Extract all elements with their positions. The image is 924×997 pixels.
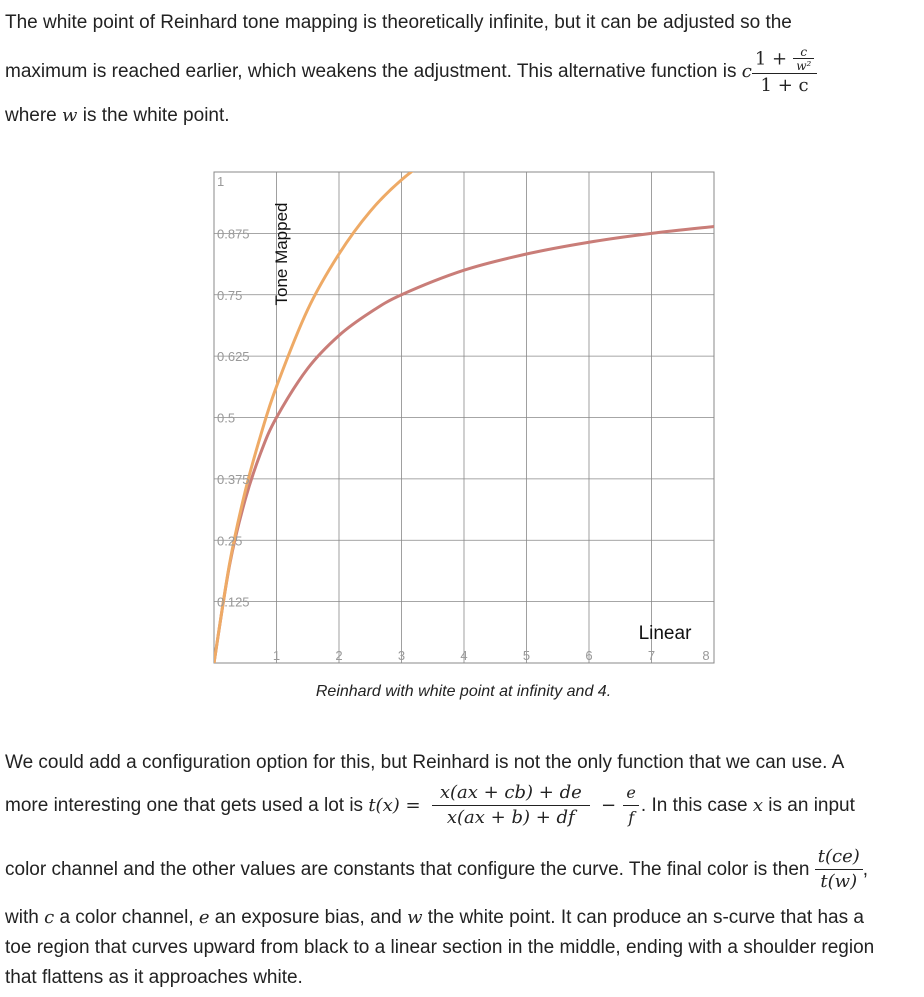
body-line-3-text: color channel and the other values are constants that configure the curve. The final color is then <box>5 859 815 880</box>
exposure-text: an exposure bias, and <box>209 907 408 928</box>
w-squared: w² <box>796 58 812 73</box>
intro-line-3 <box>5 101 920 131</box>
y-tick-label: 0.375 <box>217 471 250 487</box>
body-line-2-text: more interesting one that gets used a lot is <box>5 795 369 816</box>
tx-equals: t(x) = <box>368 795 421 816</box>
math-c-2: c <box>44 907 55 928</box>
y-tick-label: 0.5 <box>217 410 236 426</box>
y-tick-label: 1 <box>217 174 225 189</box>
x-tick-label: 7 <box>647 648 656 663</box>
final-color-fraction <box>815 845 863 894</box>
t-function-fraction <box>432 781 590 830</box>
math-x: x <box>752 795 763 816</box>
one-plus: 1 + <box>754 48 788 70</box>
y-tick-label: 0.75 <box>217 287 243 303</box>
white-point-fraction <box>752 46 817 98</box>
math-w-2: w <box>407 907 423 928</box>
body-line-4 <box>5 903 920 933</box>
is-an-input-text: is an input <box>763 795 855 816</box>
where-text: where <box>5 105 63 126</box>
with-text: with <box>5 907 45 928</box>
body-line-5: toe region that curves upward from black to a linear section in the middle, ending with a shoulder region <box>5 937 875 958</box>
body-line-2 <box>5 775 920 837</box>
x-axis-label: Linear <box>638 623 692 644</box>
y-tick-label: 0.25 <box>217 533 243 549</box>
tw-denominator: t(w) <box>820 871 858 893</box>
tone-mapping-chart <box>212 170 716 675</box>
in-this-case-text: In this case <box>646 795 753 816</box>
s-curve-text: the white point. It can produce an s-curve that has a <box>422 907 864 928</box>
e-over-f-fraction <box>623 781 638 830</box>
x-tick-label: 8 <box>702 648 710 663</box>
tce-numerator: t(ce) <box>815 845 863 870</box>
comma: , <box>862 859 869 880</box>
x-tick-label: 4 <box>460 648 468 663</box>
math-w: w <box>62 105 78 126</box>
fraction-numerator <box>752 46 817 74</box>
x-tick-label: 5 <box>522 648 531 663</box>
body-line-3 <box>5 838 920 902</box>
period: . <box>640 795 647 816</box>
t-numerator: x(ax + cb) + de <box>432 781 590 806</box>
body-line-6: that flattens as it approaches white. <box>5 967 303 988</box>
f-denominator: f <box>628 808 635 828</box>
white-point-text: is the white point. <box>77 105 230 126</box>
intro-line-2-text: maximum is reached earlier, which weakens the adjustment. This alternative function is <box>5 61 742 82</box>
x-tick-label: 1 <box>272 648 281 663</box>
c-over-w2 <box>793 46 814 73</box>
color-channel-text: a color channel, <box>54 907 199 928</box>
y-axis-label: Tone Mapped <box>272 202 291 306</box>
t-denominator: x(ax + b) + df <box>446 807 575 829</box>
x-tick-label: 2 <box>335 648 343 663</box>
y-tick-label: 0.625 <box>217 349 250 365</box>
c-over: c <box>793 46 814 59</box>
chart-caption: Reinhard with white point at infinity and 4. <box>315 683 612 700</box>
math-c: c <box>741 61 752 82</box>
body-line-1: We could add a configuration option for this, but Reinhard is not the only function that we can use. A <box>5 752 845 773</box>
y-tick-label: 0.125 <box>217 594 250 610</box>
intro-line-1: The white point of Reinhard tone mapping is theoretically infinite, but it can be adjusted so the <box>5 12 792 33</box>
y-tick-label: 0.875 <box>217 226 250 242</box>
fraction-denominator: 1 + c <box>760 74 809 96</box>
x-tick-label: 3 <box>397 648 406 663</box>
paragraph-tone-function <box>5 748 920 778</box>
minus-sign: − <box>601 795 617 816</box>
intro-line-2 <box>5 37 920 107</box>
x-tick-label: 6 <box>585 648 593 663</box>
math-e: e <box>198 907 210 928</box>
e-numerator: e <box>623 781 638 806</box>
paragraph-intro <box>5 8 920 38</box>
